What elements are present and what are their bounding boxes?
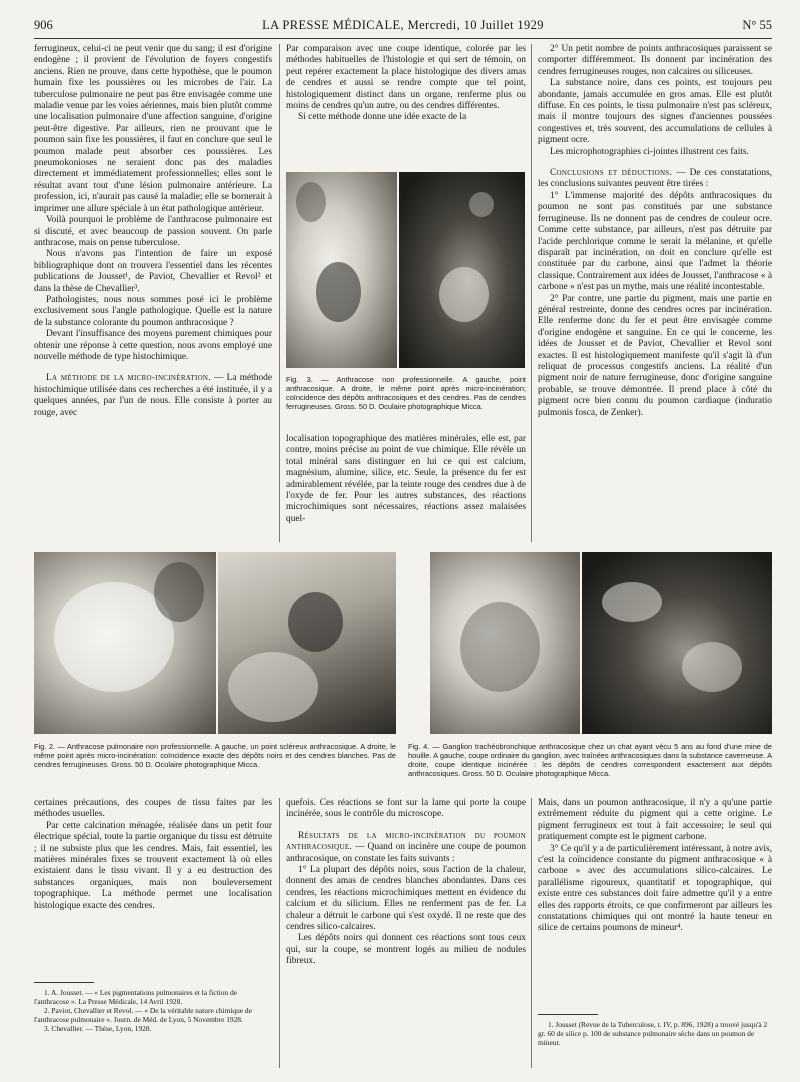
footnote: 1. A. Jousset. — « Les pigmentations pulmonaires et la fiction de l'anthracose ». La Presse Médicale, 14 Avril 1928. [34, 988, 237, 1006]
paragraph: quefois. Ces réactions se font sur la lame qui porte la coupe incinérée, sous le contrôle du microscope. [286, 798, 526, 820]
footnote: 1. Jousset (Revue de la Tuberculose, t. IV, p. 896, 1928) a trouvé jusqu'à 2 gr. 60 de silice p. 100 de substance pulmonaire sèche dans un poumon de mineur. [538, 1020, 768, 1047]
fig2-right-photo [218, 552, 396, 734]
column-divider [279, 44, 280, 542]
paragraph: Par comparaison avec une coupe identique, colorée par les méthodes habituelles de l'histologie et qui sert de témoin, on peut repérer exactement la place histologique des divers amas de cendres et aussi se rendre compte que tel point, histologiquement distinct dans un organe, renferme plus ou moins de cendres qu'un autre, ou des cendres différentes. [286, 44, 526, 112]
column-divider [531, 798, 532, 1068]
lower-column-1 [34, 798, 272, 976]
fig2-caption: Fig. 2. — Anthracose pulmonaire non professionnelle. A gauche, un point scléreux anthracosique. A droite, le même point après micro-incinération: coïncidence exacte des dépôts noirs et des cendres blanches. Pas de cendres ferrugineuses. Gross. 50 D. Oculaire photographique Micca. [34, 742, 396, 769]
paragraph: Mais, dans un poumon anthracosique, il n'y a qu'une partie extrêmement réduite du pigment qui a cette origine. Le pigment ferrugineux est tout à fait accessoire; le seul qui pratiquement compte est le pigment carbone. [538, 798, 772, 843]
paragraph: Pathologistes, nous nous sommes posé ici le problème exclusivement sous l'angle pathologique. Quelle est la nature de la substance colorante du poumon anthracosique ? [34, 294, 272, 328]
fig4-left-photo [430, 552, 580, 734]
paragraph: certaines précautions, des coupes de tissu faites par les méthodes usuelles. [34, 798, 272, 820]
paragraph: Voilà pourquoi le problème de l'anthracose pulmonaire est si discuté, et avec beaucoup de passion souvent. On parle anthracose, mais on pense tuberculose. [34, 215, 272, 248]
fig4-right-photo [582, 552, 772, 734]
fig3-caption: Fig. 3. — Anthracose non professionnelle. A gauche, point anthracosique. A droite, le même point après micro-incinération; coïncidence des dépôts anthracosiques et des cendres. Pas de cendres ferrugineuses. Gross. 50 D. Oculaire photographique Micca. [286, 375, 526, 411]
paragraph: 2° Par contre, une partie du pigment, mais une partie en général restreinte, donne des cendres ocres par incinération. Elle renferme donc du fer et peut être envisagée comme d'origine endogène et sanguine. En ce qui le concerne, les idées de Jousset et de Paviot, Chevallier et Revol sont exactes. Il est histologiquement manifeste qu'il s'agit là d'un reliquat de processus congestifs anciens. La réalité d'un pigment noir de nature ferrugineuse, donc d'origine sanguine probable, se trouve démontrée. Il prend place à côté du pigment ocre bien connu du poumon cardiaque (induratio pulmonis fosca, de Zenker). [538, 293, 772, 418]
column-divider [279, 798, 280, 1068]
running-header [34, 18, 772, 38]
column-divider [531, 44, 532, 542]
section-heading: Résultats de la micro-incinération du poumon anthracosique. [286, 830, 526, 853]
section-heading: Conclusions et déductions. [550, 168, 673, 179]
footnotes-left [34, 988, 272, 1068]
paragraph: 2° Un petit nombre de points anthracosiques paraissent se comporter différemment. Ils donnent par incinération des cendres ferrugineuses rouges, non calcaires ou siliceuses. [538, 44, 772, 77]
paragraph: Devant l'insuffisance des moyens purement chimiques pour obtenir une réponse à cette question, nous avons employé une nouvelle méthode de type histochimique. [34, 329, 272, 362]
paragraph: 1° La plupart des dépôts noirs, sous l'action de la chaleur, donnent des amas de cendres blanches abondantes. Dans ces cendres, les réactions microchimiques mettent en évidence du calcium et du silicium. Elles ne renferment pas de fer. La chaleur a détruit le carbone qui s'est oxydé. Il ne reste que des cendres silico-calcaires. [286, 865, 526, 933]
section-paragraph: La méthode de la micro-incinération. — La méthode histochimique utilisée dans ces recherches a été instituée, il y a quelques années, par l'un de nous. Elle consiste à porter au rouge, avec [34, 373, 272, 418]
paragraph: Les dépôts noirs qui donnent ces réactions sont tous ceux qui, sur la coupe, se montrent logés au milieu de nodules fibreux. [286, 933, 526, 967]
header-rule [34, 38, 772, 39]
footnote-rule [34, 982, 94, 983]
footnote: 2. Paviot, Chevallier et Revol. — « De la véritable nature chimique de l'anthracose pulmonaire ». Journ. de Méd. de Lyon, 5 Novembre 1928. [34, 1006, 252, 1024]
paragraph: 3° Ce qu'il y a de particulièrement intéressant, à notre avis, c'est la coïncidence constante du pigment anthracosique « à carbone » avec des accumulations silico-calcaires. Le parallélisme rigoureux, quantitatif et topographique, qui existe entre ces substances doit faire admettre qu'il y a entre elles des rapports étroits, ce que confirmeront par ailleurs les constatations chimiques qui ont montré la haute teneur en silice de certains poumons de mineur⁴. [538, 843, 772, 934]
column-2-top [286, 44, 526, 162]
footnote: 3. Chevallier. — Thèse, Lyon, 1928. [44, 1024, 152, 1033]
lower-column-3 [538, 798, 772, 1010]
column-2-continued [286, 434, 526, 542]
paragraph: La substance noire, dans ces points, est toujours peu abondante, jamais accumulée en gros amas. Elle est plutôt diffuse. En ces points, le tissu pulmonaire n'est pas scléreux, mais il montre toujours des signes d'anciennes poussées congestives et, très souvent, des accumulations de cellules à pigment ocre. [538, 78, 772, 146]
paragraph: Si cette méthode donne une idée exacte de la [298, 112, 467, 123]
fig2-left-photo [34, 552, 216, 734]
section-paragraph: Résultats de la micro-incinération du poumon anthracosique. — Quand on incinère une coupe de poumon anthracosique, on constate les faits suivants : [286, 830, 526, 864]
footnotes-right [538, 1020, 772, 1070]
issue-number: N° 55 [742, 18, 772, 32]
section-heading: La méthode de la micro-incinération. [46, 373, 211, 384]
paragraph: Nous n'avons pas l'intention de faire un exposé bibliographique dont on trouvera l'essentiel dans les récentes publications de Jousset¹, de Paviot, Chevallier et Revol² et dans la thèse de Chevallier³. [34, 249, 272, 294]
journal-title: LA PRESSE MÉDICALE, Mercredi, 10 Juillet 1929 [262, 18, 544, 32]
paragraph: ferrugineux, celui-ci ne peut venir que du sang; il est d'origine endogène ; il provient de l'évolution de foyers congestifs anciens. Rien ne prouve, dans cette hypothèse, que le poumon humain fixe les poussières ou les microbes de l'air. La tuberculose pulmonaire ne peut pas être envisagée comme une maladie venue par les voies aériennes, mais bien plutôt comme une localisation pulmonaire d'une affection sanguine, d'origine peut-être digestive. Par ailleurs, rien ne prouvant que le poumon sain fixe les poussières, il faut en conclure que seul le poumon malade peut absorber ces poussières. Les pneumokonioses ne seraient donc pas des maladies directement et immédiatement professionnelles; elles sont le résultat avant tout d'une lésion pulmonaire antérieure. La profession, ici, n'aurait pas causé la maladie; elle se bornerait à imprimer une allure spéciale à un état pathologique antérieur. [34, 44, 272, 214]
fig3-left-photo [286, 172, 397, 368]
column-1 [34, 44, 272, 544]
column-3 [538, 44, 772, 544]
page-number: 906 [34, 18, 53, 32]
footnote-rule [538, 1014, 598, 1015]
fig3-right-photo [399, 172, 525, 368]
paragraph: 1° L'immense majorité des dépôts anthracosiques du poumon ne sont pas constitués par une substance ferrugineuse. Ils ne donnent pas de cendres de couleur ocre. Comme cette substance, par ailleurs, n'est pas détruite par l'acide perchlorique comme le serait la mélanine, et qu'elle disparaît par incinération, on doit en conclure qu'elle est constituée par du carbone, ainsi que l'admet la théorie classique. Contrairement aux idées de Jousset, l'anthracose « à carbone » n'est pas un mythe, mais une réalité incontestable. [538, 190, 772, 293]
paragraph: Par cette calcination ménagée, réalisée dans un petit four électrique spécial, toute la partie organique du tissu est détruite ; il ne subsiste plus que les cendres. Mais, fait essentiel, les matières minérales fixes se trouvent exactement là où elles existaient dans le tissu vivant. Il y a eu destruction des substances organiques, mais non bouleversement topographique. La méthode permet une localisation histologique exacte des cendres. [34, 820, 272, 911]
lower-column-2 [286, 798, 526, 1068]
paragraph: localisation topographique des matières minérales, elle est, par contre, moins précise au point de vue chimique. Elle révèle un total minéral sans distinguer en lui ce qui est calcium, magnésium, alumine, silice, etc. Seule, la présence du fer est admirablement révélée, par la teinte rouge des cendres due à de l'oxyde de fer. Pour les autres substances, des réactions microchimiques sont nécessaires, réactions assez malaisées quel- [286, 434, 526, 524]
section-paragraph: Conclusions et déductions. — De ces constatations, les conclusions suivantes peuvent être tirées : [538, 168, 772, 190]
fig4-caption: Fig. 4. — Ganglion trachéobronchique anthracosique chez un chat ayant vécu 5 ans au fond d'une mine de houille. A gauche, coupe ordinaire du ganglion, avec traînées anthracosiques dans la substance caverneuse. A droite, coupe identique incinérée : les dépôts de cendres correspondent exactement aux dépôts anthracosiques. Gross. 50 D. Oculaire photographique Micca. [408, 742, 772, 778]
paragraph: Les microphotographies ci-jointes illustrent ces faits. [550, 146, 749, 157]
